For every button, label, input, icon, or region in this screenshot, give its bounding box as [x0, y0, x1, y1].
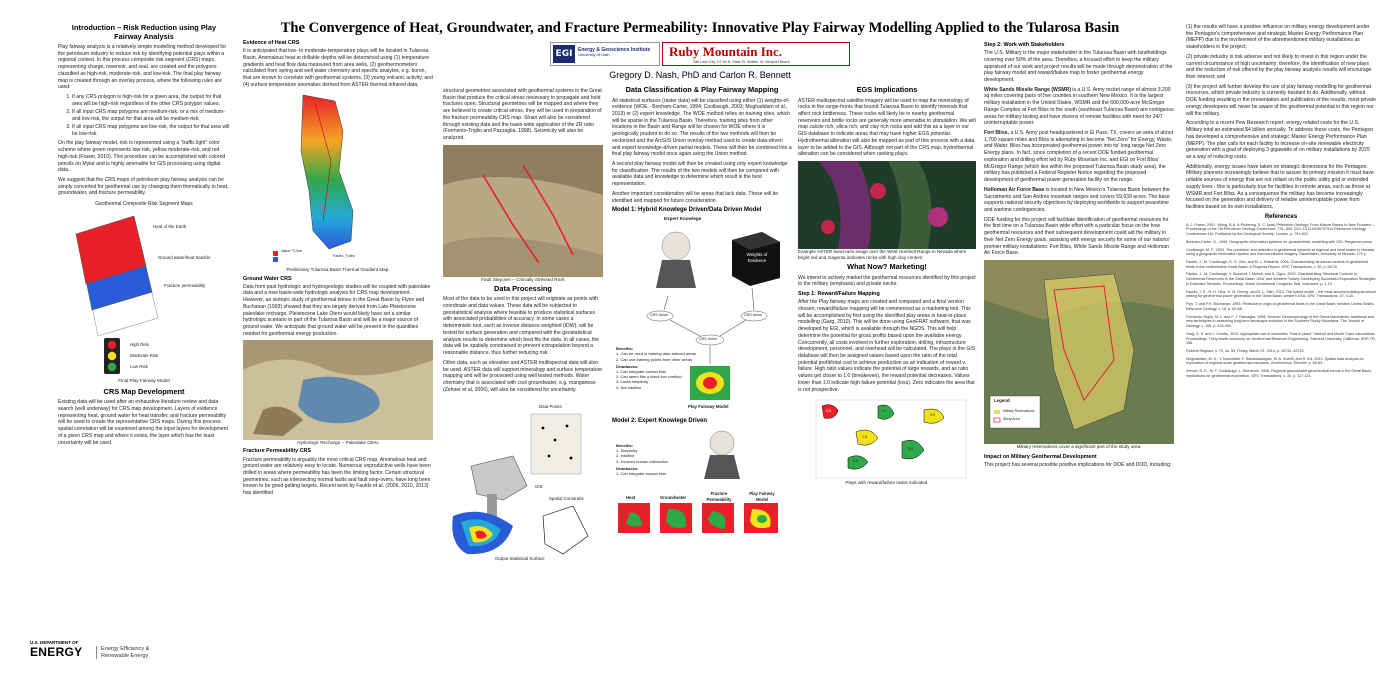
egs-heading: EGS Implications — [856, 85, 918, 94]
doe-big: ENERGY — [30, 645, 83, 659]
crs-fig-title: Geothermal Composite Risk Segment Maps — [95, 201, 193, 208]
crs-dev-heading: CRS Map Development — [103, 386, 185, 396]
rmi-address: Salt Lake City, UT 84 N. State St. Seattle, W. Newport Beach — [693, 60, 790, 64]
rule-item: 2. If all input CRS map polygons are medium-risk, or a mix of medium- and low-risk, the output for that area will be medium-risk; — [72, 109, 230, 122]
legend-value: Value °C/km — [281, 249, 302, 254]
model2-proscons: Benefits: 1. Simplicity 2. Intuitive 3. Involves human interaction Drawbacks: 1. Can integrate human bias — [616, 443, 669, 477]
references-list — [1186, 223, 1376, 379]
expert-knowledge-label: Expert Knowlege — [664, 216, 702, 222]
output-surface-label: Output Statistical Surface — [495, 556, 545, 562]
impact-paragraph: This project has several possible positive implications for DOE and DOD, including: — [984, 462, 1172, 469]
aster-image — [798, 161, 976, 249]
data-processing-paragraph: Other data, such as elevation and ASTER multispectral data will also be used. ASTER data will support mineralogy and surface temperature mapping and will be processed using well tested methods. Water chemistry that is associated with cool groundwater, e.g. manganese (Zehner et al, 2006), will also be considered for uncertainty. — [443, 359, 603, 393]
ruby-mountain-logo — [662, 42, 850, 66]
spatial-constraint-label: Spatial Constraint — [549, 496, 584, 502]
wsmr-paragraph: White Sands Missile Range (WSMR) is a U.S. Army rocket range of almost 3,200 sq miles covering parts of five counties in southern New Mexico. It is the largest military installation in the United States, WSMR and the 600,000-acre McGregor Range Complex at Fort Bliss to the south (southeast Tularosa Basin) are contiguous areas for military testing and have dozens of remote facilities with need for 24/7 uninterruptable power. — [984, 86, 1174, 127]
thermal-map-caption: Preliminary Tularosa Basin Thermal Gradient Map. — [286, 267, 390, 273]
fault-stepover-image — [443, 145, 603, 277]
column-classification — [612, 84, 792, 664]
military-map — [984, 260, 1174, 444]
play-value: 2.5 — [930, 413, 935, 418]
gis-label: GIS — [535, 484, 543, 490]
expert-icon — [662, 232, 690, 260]
pew-paragraph: According to a recent Pew Research report, energy related costs for the U.S. Military total an estimated $4 billion annually. To address these costs, the Pentagon has developed a comprehensive and strategic Master Energy Performance Plan (MEPP). The plan calls for each facility to increase on-site renewable electricity generation with a goal of deploying 3 gigawatts of on military installations by 2025 as a way of reducing costs. — [1186, 120, 1374, 160]
doe-funding-paragraph: DOE funding for this project will facilitate identification of geothermal resources for the first time on a Tularosa Basin wide effort with a particular focus on the how geothermal resources and their subsequent development could aid the military in their Net Zero Energy goals, assisting with energy security for some of our nations' premier military installations: Fort Bliss, White Sands Missile Range and Holloman Air Force Base. — [984, 216, 1170, 257]
reference-item: A. J. Fraser, 2001. Viking, B.A. & Pickering, S. C. (eds) Petroleum Geology: From Mature Basins to New Frontiers – Proceedings of the 7th Petroleum Geology Conference, 791–800. DOI: 10.1144/0070791# Petroleum Geology Conferences Ltd. Published by the Geological Society, London. p. 791-800. — [1186, 222, 1375, 237]
crs-dev-paragraph: Existing data will be used after an exhaustive literature review and data search (well underway) for CRS map development. Layers of evidence representing heat, ground water for heat transfer, and fracture permeability will be used to create the representative CRS maps. During this process spatial correlation will be examined among the input layers for development of a given CRS map and where it exists, the layer which has the least uncertainty will be used. — [58, 399, 228, 446]
poster-title: The Convergence of Heat, Groundwater, and Fracture Permeability: Innovative Play Fairway Modelling Applied to the Tularosa Basin — [280, 20, 1120, 36]
rmi-name: Ruby Mountain Inc. — [669, 44, 783, 59]
eere-text: Energy Efficiency & Renewable Energy — [96, 646, 149, 659]
risk-label: Low Risk — [130, 363, 148, 369]
reference-item: Bonham-Carter, G., 1994. Geographic information systems for geoscientists: modelling with GIS. Pergamon press. — [1186, 239, 1373, 244]
rule-item: 3. If all input CRS map polygons are low-risk, the output for that area will be low-risk. — [72, 124, 230, 137]
thermal-gradient-svg — [243, 91, 433, 267]
classification-heading: Data Classification & Play Fairway Mapping — [625, 85, 779, 94]
classification-paragraph: All statistical surfaces (raster data) will be classified using either (1) weights-of-evidence (WOE - Bonham-Carter, 1994; Coolbaugh, 2003; Moghaddam et al., 2013) or (2) expert knowledge. The WOE method relies on training sites, which will be sparse in the Tularosa Basin. Therefore, training sites from other locations in the Basin and Range will be chosen for WOE where it is geologically prudent to do so. The results of the two methods will then be vectorized and the ArcGIS Union overlay method used to create data-driven and expert knowledge-driven partial models. These will then be combined into a final play fairway model once again using the Union method. — [612, 97, 792, 158]
impact-point: (1) the results will have a positive influence on military energy development under the Pentagon's comprehensive and strategic Master Energy Performance Plan (MEPP) due to the involvement of the aforementioned military installations as stakeholders in the project; — [1186, 24, 1370, 51]
fracture-continued: structural geometries associated with geothermal systems in the Great Basin that produce the critical stress necessary to propagate and hold fractures open. Structural geometries will be mapped and where they are believed to create critical stress, they will be used in preparation of the fracture permeability CRS map. Strain will also be considered through existing data and the basin-wide application of the ZR ratio (Formento-Triglio and Pazzaglia, 1998). Seismicity will also be analyzed. — [443, 88, 602, 142]
column-data-processing — [443, 88, 603, 668]
paleolake-caption: Hydrologic Recharge -- Paleolake Otero — [297, 440, 379, 446]
data-points-label: Data Points — [539, 404, 562, 410]
strategic-paragraph: Additionally, energy issues have taken on strategic dimensions for the Pentagon. Military planners increasingly believe that to assure its primary mission it must have reliable sources of energy that are not reliant on the public utility grid or extended supply lines - this is particularly true for facilities in remote areas, such as those at WSMR and Fort Bliss. As a consequence the military has become increasingly focused on the generation and delivery of reliable uninterruptable power from facilities based on its own installations. — [1186, 163, 1374, 210]
gis-workflow-figure — [443, 396, 603, 566]
intro-paragraph: On the play fairway model, risk is represented using a "traffic light" color scheme where green represents low-risk, yellow moderate-risk, and red high-risk (Fraser, 2010). This procedure can be accomplished with colored pencils on Mylar and is highly amenable for GIS processing using digital data. — [58, 140, 226, 174]
references-heading: References — [1264, 213, 1298, 220]
military-map-caption: Military reservations cover a significant part of the study area. — [1016, 443, 1142, 449]
intro-paragraph: Play fairway analysis is a relatively simple modelling method developed for the petroleum industry to reduce risk by identifying potential plays within a regional context. In this process composite risk segment (CRS) maps, representing charge, reservoir, and seal, are created and the polygons classified as high-risk, moderate-risk, and low-risk. The final play fairway map is created through an overlay process, where the following rules are used: — [58, 44, 227, 91]
marketing-paragraph: We intend to actively market the geothermal resources identified by this project to the military (emphasis) and private sector. — [798, 274, 976, 288]
logo-bar — [550, 42, 850, 66]
aster-caption: Example ASTER band-ratio image over the West Humbolt Range in Nevada where bright red and magenta indicates rocks with high clay content — [798, 248, 967, 261]
classification-paragraph: A second play fairway model will then be created using only expert knowledge for classification. The results of the two models will then be compared with available data and knowledge to determine which result is the best representation. — [612, 160, 788, 188]
reference-item: Faulds, J., M. Coolbaugh, V. Bouchot, I. Moeck, and K. Oguz, 2010. Characterizing Structural Controls of Geothermal Reservoirs in the Great Basin, USA, and Western Turkey: Developing Successful Exploration Strategies in Extended Terranes. Proceedings, World Geothermal Congress, Bali, Indonesia, p. 1-10. — [1186, 272, 1376, 286]
fracture-heading: Fracture Permeability CRS — [243, 448, 312, 455]
bliss-paragraph: Fort Bliss, a U.S. Army post headquartered in El Paso, TX, covers an area of about 1,700 square miles and Bliss is attempting to become "Net Zero" for Energy, Waste, and Water. Bliss has incorporated geothermal power into its' long range Net Zero Energy plans. In fact, since completion of a recent DOE funded geothermal exploration and drilling effort led by Ruby Mountain Inc. and EGI on Fort Bliss' McGregor Range (which lies within the proposed Tularosa Basin study area), the military has published a Federal Register Notice regarding the proposed development of geothermal power generation facility on the range. — [984, 130, 1174, 184]
play-value: 3.0 — [853, 459, 858, 464]
step2-paragraph: The U.S. Military is the major stakeholder in the Tularosa Basin with landholdings covering over 50% of the area. Therefore, a focused effort to keep the military appraised of our work and project results will be made through demonstration of the play fairway model and reward/failure map to foster geothermal energy development. — [984, 50, 1173, 83]
risk-label: High Risk — [130, 341, 149, 347]
reference-item: Federal Register, v. 79, no. 55, Friday, March 21, 2014, p. 15732–15733. — [1186, 349, 1305, 354]
impact-point: (3) the project will further develop the use of play fairway modelling for geothermal resources, which private industry is currently hesitant to do. Additionally, without DOE funding resulting in the presentation and publication of the results, most private energy developers will never be aware of the geothermal potential in this region nor will the military. — [1186, 83, 1376, 117]
step1-heading: Step 1: Reward/Failure Mapping — [798, 291, 880, 298]
classification-paragraph: Another important consideration will be areas that lack data. These will be identified and mapped for future consideration. — [612, 190, 779, 204]
row-label: Fracture Permeability — [706, 491, 732, 502]
reference-item: Faulds, J., M. Coolbaugh, G. S. Vice, and M. L. Edwards, 2006. Characterizing structural controls of geothermal fields in the northwestern Great Basin: A Progress Report, GRC Transactions, v. 30, p. 69-76. — [1186, 260, 1369, 269]
crs-layers-figure — [58, 208, 230, 378]
marketing-heading: What Now? Marketing! — [847, 262, 927, 272]
rules-list — [72, 94, 230, 137]
intro-heading: Introduction – Risk Reduction using Play Fairway Analysis — [71, 23, 217, 41]
doe-logo — [30, 640, 170, 666]
layer-label: Ground water/heat transfer — [158, 254, 211, 260]
woe-label: Weights of Evidence — [746, 252, 768, 264]
play-value: 5.2 — [908, 447, 913, 452]
reference-item: Faulds, J. E., N. H. Hinz, G. M. Dering, and D. L. Siler, 2013. The hybrid model – the most accommodating structural setting for geothermal power generation in the Great Basin, western USA. GRC Transactions, 37, 3-10. — [1186, 289, 1376, 299]
doe-small: U.S. DEPARTMENT OF — [30, 640, 79, 645]
map-legend-item: Study Area — [1003, 416, 1020, 421]
paleolake-image — [243, 340, 433, 440]
column-egs-marketing — [798, 84, 976, 668]
map-legend-item: Military Reservations — [1003, 408, 1035, 413]
egs-paragraph: ASTER multispectral satellite imagery will be used to map the mineralogy of rocks in the range-fronts that bound Tularosa Basin to identify minerals that affect rock brittleness. These rocks will likely be in nearby geothermal reservoirs and brittle rocks are generally more amenable to stimulation. We will map calcite rich, silica rich, and clay rich rocks and add this as a layer in our GIS database to indicate areas that may have higher EGS potential. Hydrothermal alteration will also be mapped as part of this process with a data layer to be added to the GIS. Although not part of the CRS map, hydrothermal alteration can be considered when ranking plays. — [798, 97, 976, 158]
reference-item: Moghaddam, M. K., Y. Noorollahi, F. Samadzadegan, M. A. Sharifi, and R. Itoi, 2013. Spatial data analysis for exploration of regional scale geothermal resources, Geothermics, Elsevier, p. 69-83. — [1186, 356, 1364, 366]
play-value: 0.8 — [826, 409, 831, 414]
model1-proscons: Benefits: 1. Can be used in training data starved areas 2. Can use training points from other areas Drawbacks: 1. Can integrate human bias 2. Can seem like a black box method 3. Lacks simplicity 4. Not intuitive — [616, 346, 696, 390]
plays-figure — [798, 396, 976, 486]
play-value: 1.6 — [862, 435, 867, 440]
rule-item: 1. If any CRS polygon is high-risk for a given area, the output for that area will be high-risk regardless of the other CRS polygon values; — [72, 94, 230, 107]
play-value: 4.1 — [882, 409, 887, 414]
reference-item: Zehner, R. E., M. F. Coolbaugh, L. Shevenell, 2006. Regional groundwater geochemical trends in the Great Basin: implications for geothermal exploration, GRC Transactions, v. 30, p. 117-124. — [1186, 369, 1372, 378]
thermal-gradient-map — [243, 91, 433, 267]
data-processing-heading: Data Processing — [494, 283, 552, 293]
heat-paragraph: It is anticipated that low- to moderate-temperature plays will be located in Tularosa Basin. Anomalous heat at drillable depths will be determined using (1) temperature gradients and heat flow data measured from area wells, (2) geothermometers calculated from spring and well water chemistry and specific analytes, e.g. boron, that are known to correlate with geothermal systems, (3) young volcanic activity, and (4) surface temperature anomalies derived from ASTER thermal infrared data. — [243, 48, 433, 88]
data-processing-paragraph: Most of the data to be used in this project will originate as points with coordinate and data values. These data will be subjected to geostatistical analysis where feasible to produce statistical surfaces with associated probabilities of accuracy. In some cases a deterministic tool, such as inverse distance weighted (IDW), will be tested for surface generation and compared with the geostatistical analysis results to determine which best fits the data. In all cases, the data will be spatially constrained to prevent extrapolation beyond a reasonable distance, thus further reducing risk. — [443, 296, 600, 357]
crs-union-label: CRS Union — [650, 313, 668, 318]
fracture-paragraph: Fracture permeability is arguably the most critical CRS map. Anomalous heat and ground water are relatively easy to locate. Numerous unproductive wells have been drilled in areas where permeability has been the limiting factor. Certain structural geometries, such as intersecting normal faults and fault step-overs, have long been known to be good getting targets. Recent work by Faulds et al. (2006, 2010, 2013) has identified — [243, 456, 431, 497]
impact-heading: Impact on Military Geothermal Development — [984, 454, 1097, 461]
step2-heading: Step 2: Work with Stakeholders — [984, 42, 1065, 48]
fault-stepover-caption: Fault Stepover – Critically Stressed Rock — [481, 276, 565, 282]
reference-item: Flyn, T. and P.K. Buchanan, 1993. Pleistocene origin of geothermal fluids in the Great Basin, western United States. Resource Geology, v. 16, p. 60-68. — [1186, 302, 1375, 311]
impact-point: (2) private industry is risk adverse and not likely to invest in this region under the current circumstance of high uncertainty; therefore, the identification of new plays and the reduction of risk offered by the play fairway analysis results will encourage their interest; and — [1186, 53, 1372, 81]
egi-text: Energy & Geoscience Institute University of Utah — [578, 47, 651, 57]
layer-label: Heat of the Earth — [153, 223, 187, 229]
pf-model-label: Play Fairway Model — [688, 404, 729, 410]
intro-paragraph: We suggest that the CRS maps of petroleum play fairway analysis can be simply converted for geothermal use by changing them thematically to heat, groundwater, and fracture permeability. — [58, 176, 229, 197]
layer-label: Fracture permeability — [164, 282, 206, 288]
model2-figure — [612, 427, 792, 547]
column-stakeholders — [984, 40, 1174, 668]
holloman-paragraph: Holloman Air Force Base is located in New Mexico's Tularosa Basin between the Sacramento and San Andres mountain ranges and covers 59,639 acres. The base supports national security objectives by deploying worldwide to support peacetime and wartime contingencies. — [984, 186, 1170, 213]
ground-water-heading: Ground Water CRS — [243, 275, 292, 282]
plays-caption: Plays with reward/failure ratios indicated. — [845, 480, 929, 486]
row-label: Play Fairway Model — [749, 491, 775, 502]
authors: Gregory D. Nash, PhD and Carlon R. Bennett — [609, 70, 791, 80]
legend-faults: Faults_Tules — [333, 254, 355, 259]
column-impact-refs — [1186, 24, 1376, 668]
heat-crs-heading: Evidence of Heat CRS — [243, 40, 300, 46]
crs-union-label: CRS Union — [699, 337, 717, 342]
reference-item: Formento-Triglio, M. L. and F. J. Pazzaglia, 1998. Tectonic Geomorphology of the Sierra Nacimiento: traditional and new techniques in assessing long-term landscape evolution in the Southern Rocky Mountains. The Journal of Geology, v. 106, p. 433-453. — [1186, 314, 1374, 329]
egi-mark: EGI — [553, 45, 575, 63]
row-label: Groundwater — [660, 495, 687, 501]
risk-label: Moderate Risk — [130, 352, 159, 358]
column-heat-water — [243, 38, 433, 668]
reference-item: Garg, S. K. and J. Combs, 2010. Appropriate use of volumetric "heat in place" method and Monte Carlo calculations. Proceedings, Thirty-fourth workshop on Geothermal Reservoir Engineering, Stanford University, California, SGP-TR-188. — [1186, 331, 1376, 346]
row-label: Heat — [626, 495, 636, 501]
reference-item: Coolbaugh, M. F., 2003. The prediction and detection of geothermal systems at regional and local scales in Nevada using a geographic information system and thermal infrared imagery. Dissertation, University of Nevada, 172 p. — [1186, 247, 1374, 257]
column-intro — [58, 22, 230, 637]
model1-heading: Model 1: Hybrid Knowlege Driven/Data Driven Model — [612, 207, 762, 214]
final-model-caption: Final Play Fairway Model — [118, 377, 170, 383]
ground-water-paragraph: Data from past hydrologic and hydrogeologic studies will be coupled with paleolake data and a new basin-wide hydrologic analysis for CRS map development. However, an isotopic study of geothermal brines in the Great Basin by Flynn and Buchanan (1993) showed that they are largely derived from Late Pleistocene paleolake recharge. Pleistocene Lake Otero would likely have set a similar hydrologic scenario in part of the Tularosa Basin and will be a major source of ground water. We anticipate that ground water will be present in the quantities needed for geothermal energy production. — [243, 283, 431, 337]
map-legend-title: Legend — [994, 397, 1010, 403]
egi-logo — [550, 42, 660, 66]
crs-union-label: CRS Union — [744, 313, 762, 318]
model1-figure — [612, 216, 792, 416]
step1-paragraph: After the Play fairway maps are created and compared and a final version chosen, reward/failure mapping will be commenced as a marketing tool. This will be accomplished by first using the identified play areas in heat-in-place modelling (Garg, 2010). This will be done using GeoFRAT software, that was developed by EGI, which is available through the NGDS. This will help determine the potential for gross profits based upon the available energy. Concurrently, all costs involved in further exploration, drilling, infrastructure development, personnel, and overhead will be calculated. The plays in the GIS database will then be assigned values based upon the ratio of the total potential profit/total cost to achieve production as an indication of reward v. failure. High ratio values indicate the potential of large rewards, and as ratio values get closer to 1.0 (breakeven), the reward potential decreases. Values lower than 1.0 indicate high failure potential (loss). Zero indicates the area that is not prospective. — [798, 299, 976, 393]
model2-heading: Model 2: Expert Knowlege Driven — [612, 418, 708, 425]
